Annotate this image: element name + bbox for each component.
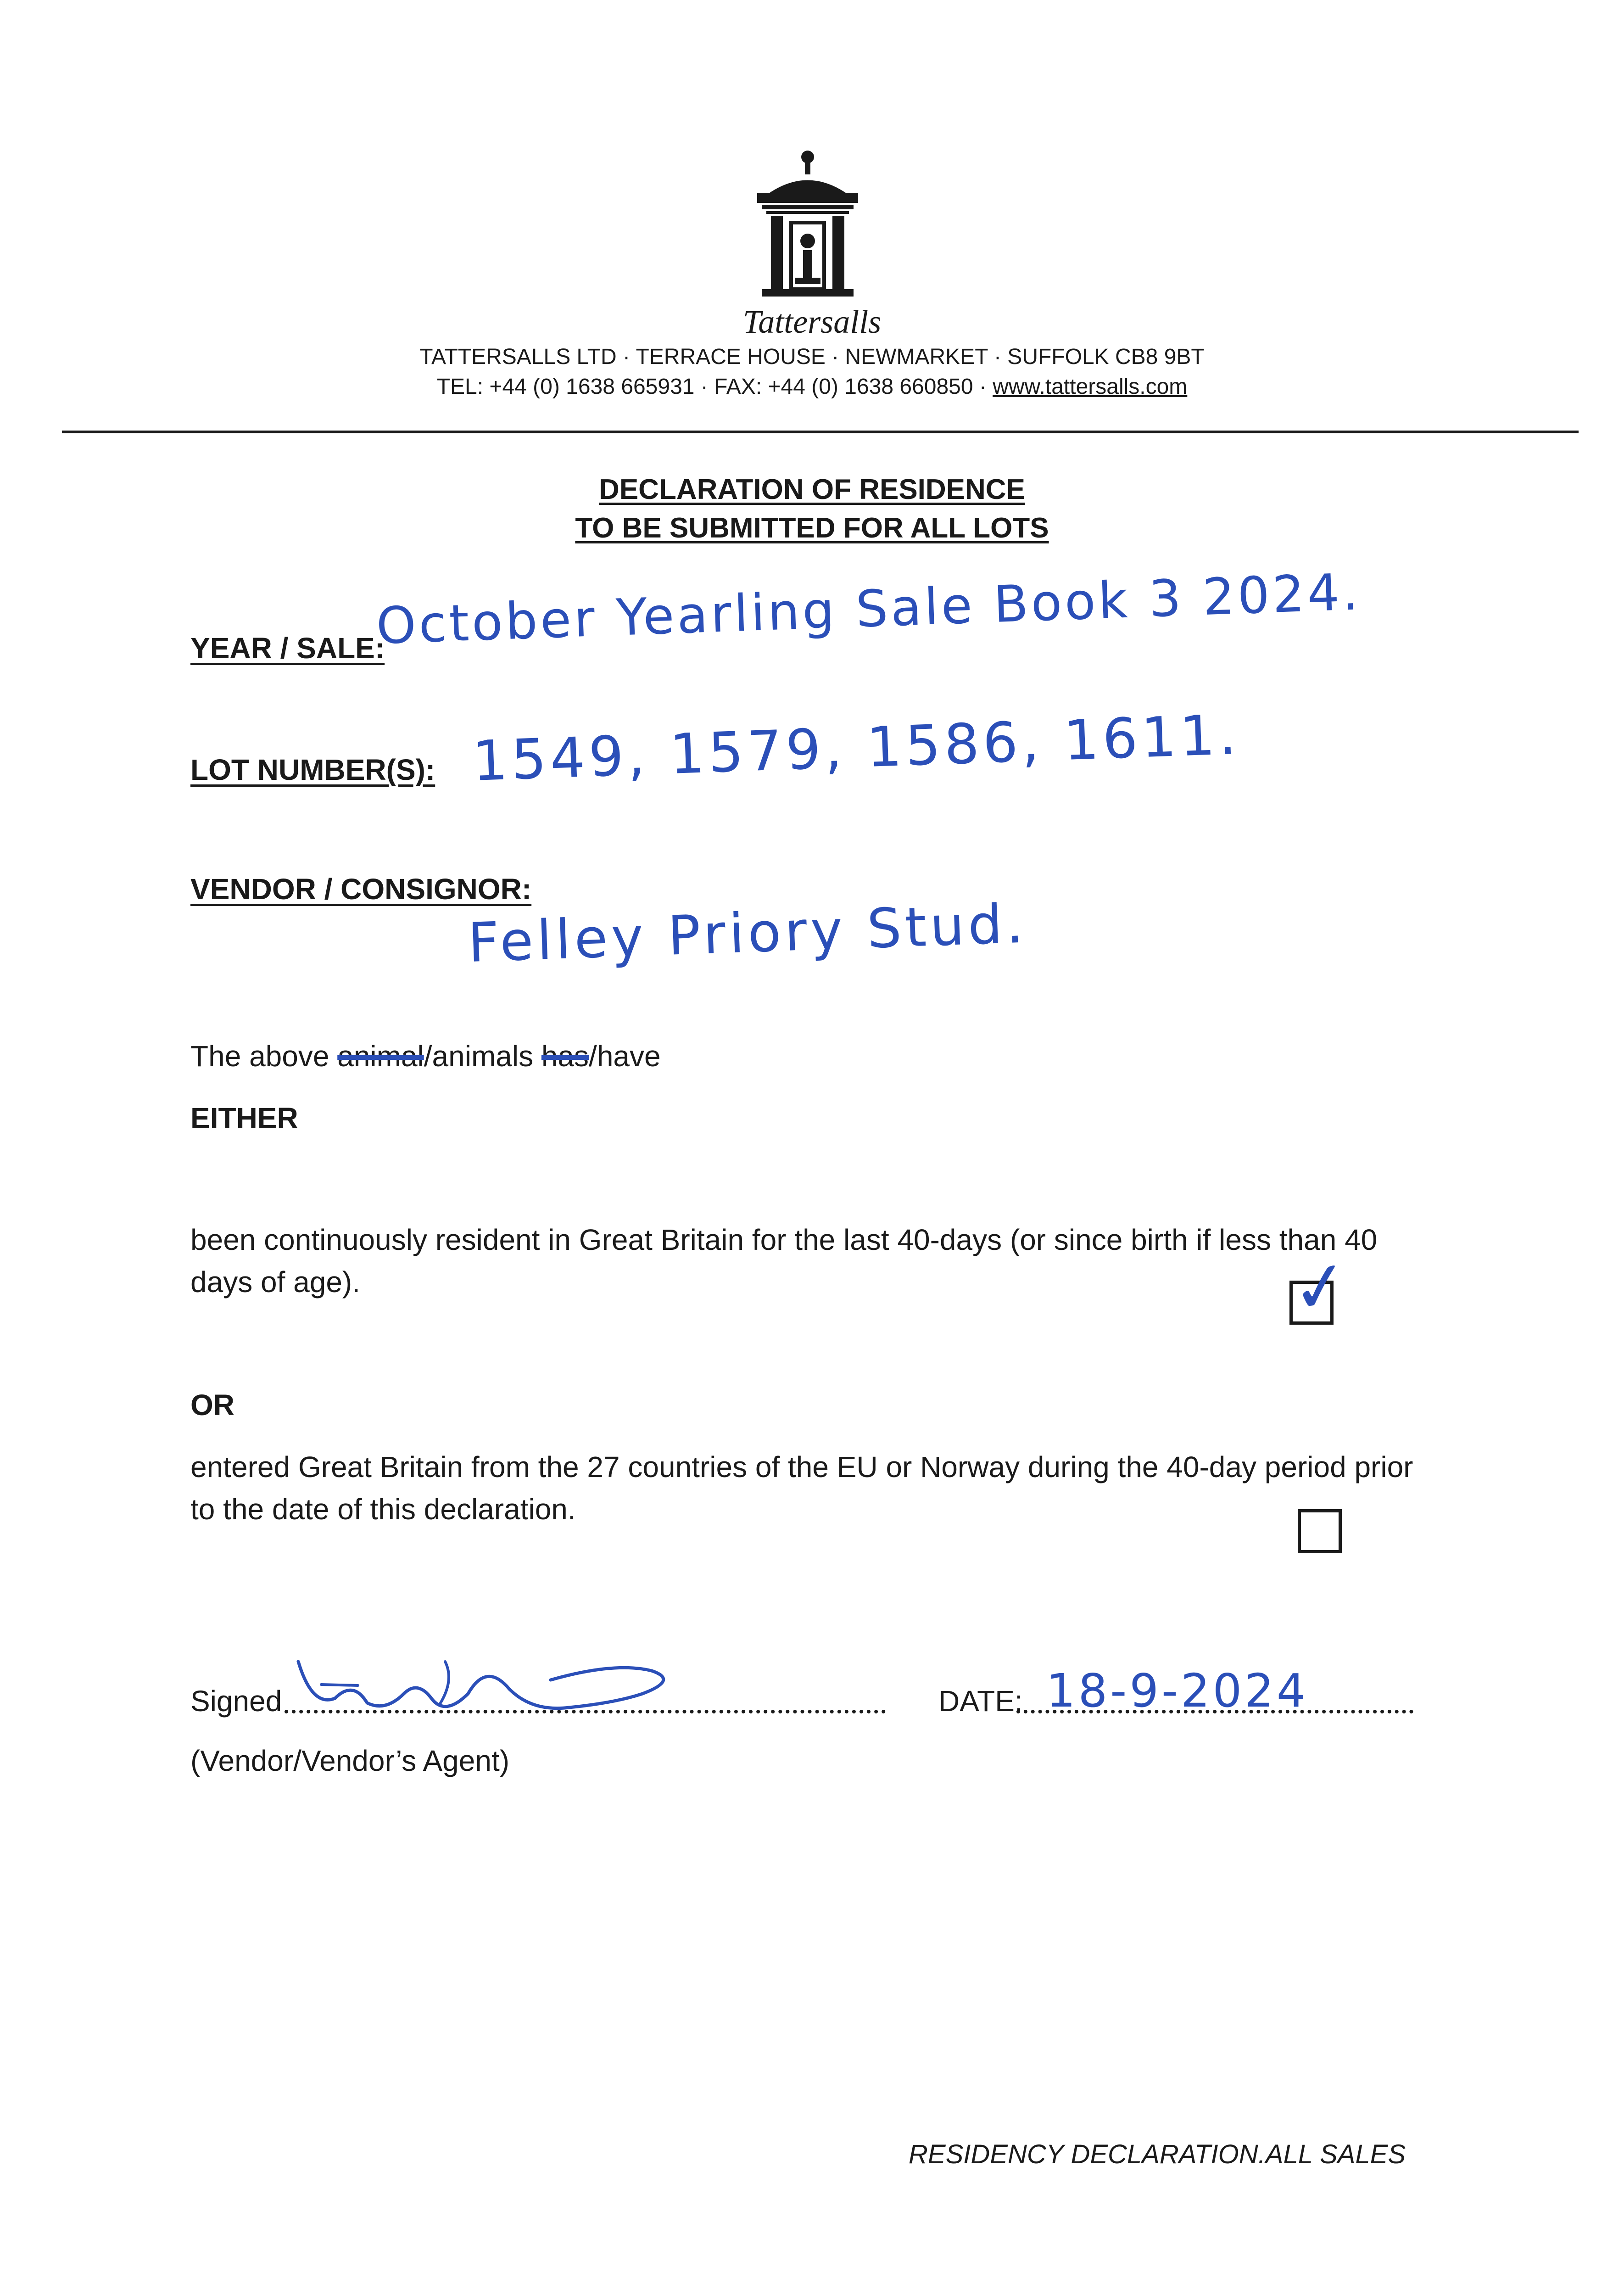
vendor-value[interactable]: Felley Priory Stud. bbox=[467, 891, 1028, 974]
option1-checkmark: ✓ bbox=[1286, 1244, 1355, 1331]
company-contact bbox=[0, 374, 1624, 399]
signed-label: Signed bbox=[190, 1685, 282, 1718]
form-title bbox=[0, 470, 1624, 548]
signer-role: (Vendor/Vendor’s Agent) bbox=[190, 1744, 510, 1777]
company-address: TATTERSALLS LTD · TERRACE HOUSE · NEWMARKET · SUFFOLK CB8 9BT bbox=[419, 345, 1205, 369]
either-heading: EITHER bbox=[190, 1102, 298, 1135]
lot-numbers-label: LOT NUMBER(S): bbox=[190, 753, 435, 786]
lot-numbers-value[interactable]: 1549, 1579, 1586, 1611. bbox=[471, 703, 1241, 794]
statement-animal-struck: animal bbox=[337, 1040, 424, 1073]
option2-checkbox[interactable] bbox=[1298, 1509, 1342, 1553]
footer-form-name: RESIDENCY DECLARATION.ALL SALES bbox=[909, 2139, 1406, 2169]
header-divider bbox=[62, 431, 1579, 433]
signature-scribble-icon[interactable] bbox=[294, 1652, 688, 1726]
option2-text: entered Great Britain from the 27 countries of the EU or Norway during the 40-day period prior to the date of this declaration. bbox=[190, 1450, 1413, 1526]
statement-middle: /animals bbox=[424, 1040, 541, 1073]
year-sale-value[interactable]: October Yearling Sale Book 3 2024. bbox=[375, 562, 1362, 655]
date-label: DATE: bbox=[938, 1685, 1023, 1718]
form-title-line2: TO BE SUBMITTED FOR ALL LOTS bbox=[575, 512, 1049, 544]
contact-phone-fax: TEL: +44 (0) 1638 665931 · FAX: +44 (0) 1638 660850 · bbox=[436, 375, 993, 399]
option1-text: been continuously resident in Great Britain for the last 40-days (or since birth if less than 40 days of age). bbox=[190, 1223, 1378, 1299]
statement-prefix: The above bbox=[190, 1040, 338, 1073]
vendor-label: VENDOR / CONSIGNOR: bbox=[190, 873, 532, 906]
date-value[interactable]: 18-9-2024 bbox=[1046, 1664, 1309, 1718]
statement-has-struck: has bbox=[541, 1040, 589, 1073]
or-heading: OR bbox=[190, 1388, 234, 1422]
tattersalls-logo-icon bbox=[753, 147, 863, 303]
form-title-line1: DECLARATION OF RESIDENCE bbox=[599, 474, 1025, 505]
website-link[interactable]: www.tattersalls.com bbox=[993, 375, 1188, 399]
statement-suffix: /have bbox=[589, 1040, 661, 1073]
year-sale-label: YEAR / SALE: bbox=[190, 632, 385, 665]
animals-statement bbox=[190, 1035, 661, 1077]
brand-name: Tattersalls bbox=[742, 303, 882, 340]
